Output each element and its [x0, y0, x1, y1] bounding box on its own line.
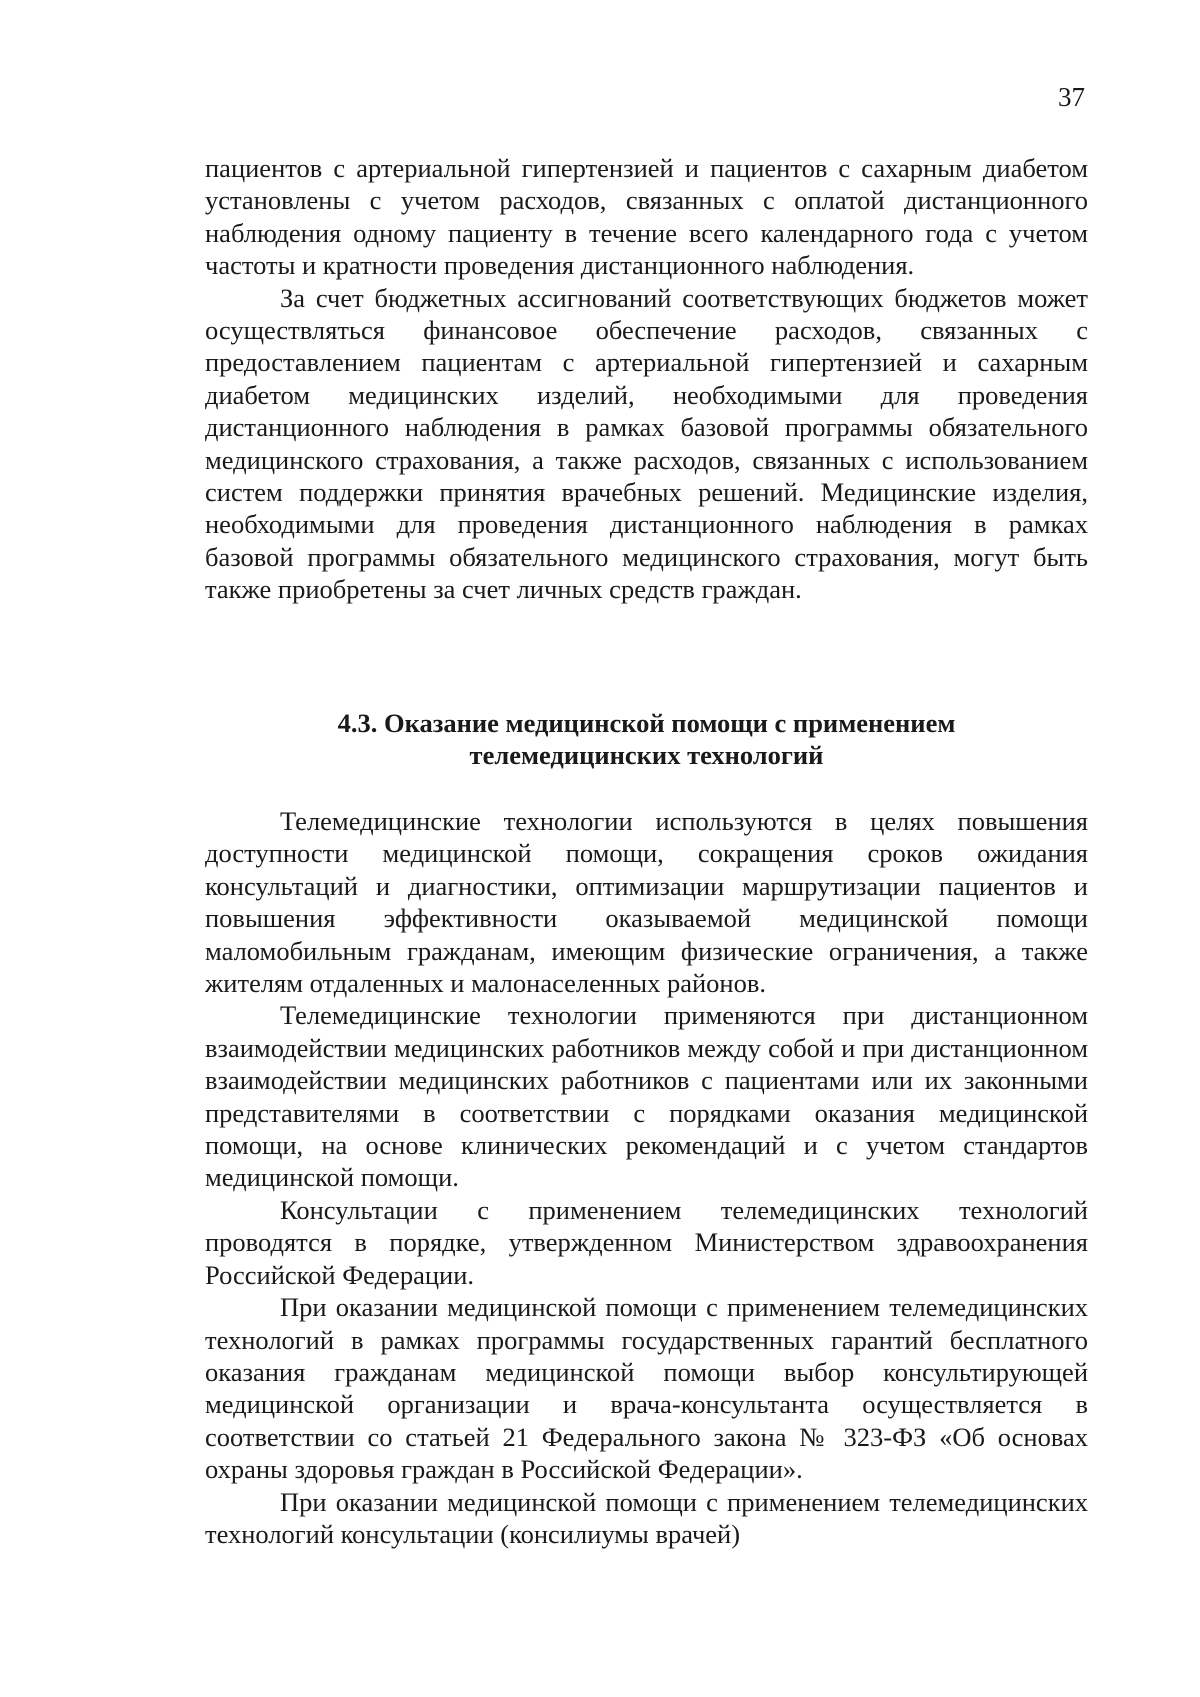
previous-section-text: [205, 152, 1088, 606]
paragraph: Телемедицинские технологии используются в целях повышения доступности медицинской помощи, сокращения сроков ожидания консультаций и диагностики, оптимизации маршрутизации пациентов и повышения эффективности оказываемой медицинской помощи маломобильным гражданам, имеющим физические ограничения, а также жителям отдаленных и малонаселенных районов.: [205, 806, 1088, 999]
section-heading-line: 4.3. Оказание медицинской помощи с применением: [337, 708, 956, 738]
section-heading-line: телемедицинских технологий: [469, 740, 824, 770]
paragraph: При оказании медицинской помощи с применением телемедицинских технологий в рамках программы государственных гарантий бесплатного оказания гражданам медицинской помощи выбор консультирующей медицинской организации и врача-консультанта осуществляется в соответствии со статьей 21 Федерального закона № 323-ФЗ «Об основах охраны здоровья граждан в Российской Федерации».: [205, 1292, 1088, 1485]
paragraph: За счет бюджетных ассигнований соответствующих бюджетов может осуществляться финансовое обеспечение расходов, связанных с предоставлением пациентам с артериальной гипертензией и сахарным диабетом медицинских изделий, необходимыми для проведения дистанционного наблюдения в рамках базовой программы обязательного медицинского страхования, а также расходов, связанных с использованием систем поддержки принятия врачебных решений. Медицинские изделия, необходимыми для проведения дистанционного наблюдения в рамках базовой программы обязательного медицинского страхования, могут быть также приобретены за счет личных средств граждан.: [205, 282, 1088, 605]
paragraph: пациентов с артериальной гипертензией и пациентов с сахарным диабетом установлены с учетом расходов, связанных с оплатой дистанционного наблюдения одному пациенту в течение всего календарного года с учетом частоты и кратности проведения дистанционного наблюдения.: [205, 153, 1088, 281]
section-body: [205, 805, 1088, 1550]
paragraph: Телемедицинские технологии применяются при дистанционном взаимодействии медицинских работников между собой и при дистанционном взаимодействии медицинских работников с пациентами или их законными представителями в соответствии с порядками оказания медицинской помощи, на основе клинических рекомендаций и с учетом стандартов медицинской помощи.: [205, 1000, 1088, 1193]
paragraph: При оказании медицинской помощи с применением телемедицинских технологий консультации (консилиумы врачей): [205, 1486, 1088, 1549]
section-heading: [205, 707, 1088, 771]
paragraph: Консультации с применением телемедицинских технологий проводятся в порядке, утвержденном Министерством здравоохранения Российской Федерации.: [205, 1194, 1088, 1290]
page-number: 37: [1058, 82, 1085, 112]
